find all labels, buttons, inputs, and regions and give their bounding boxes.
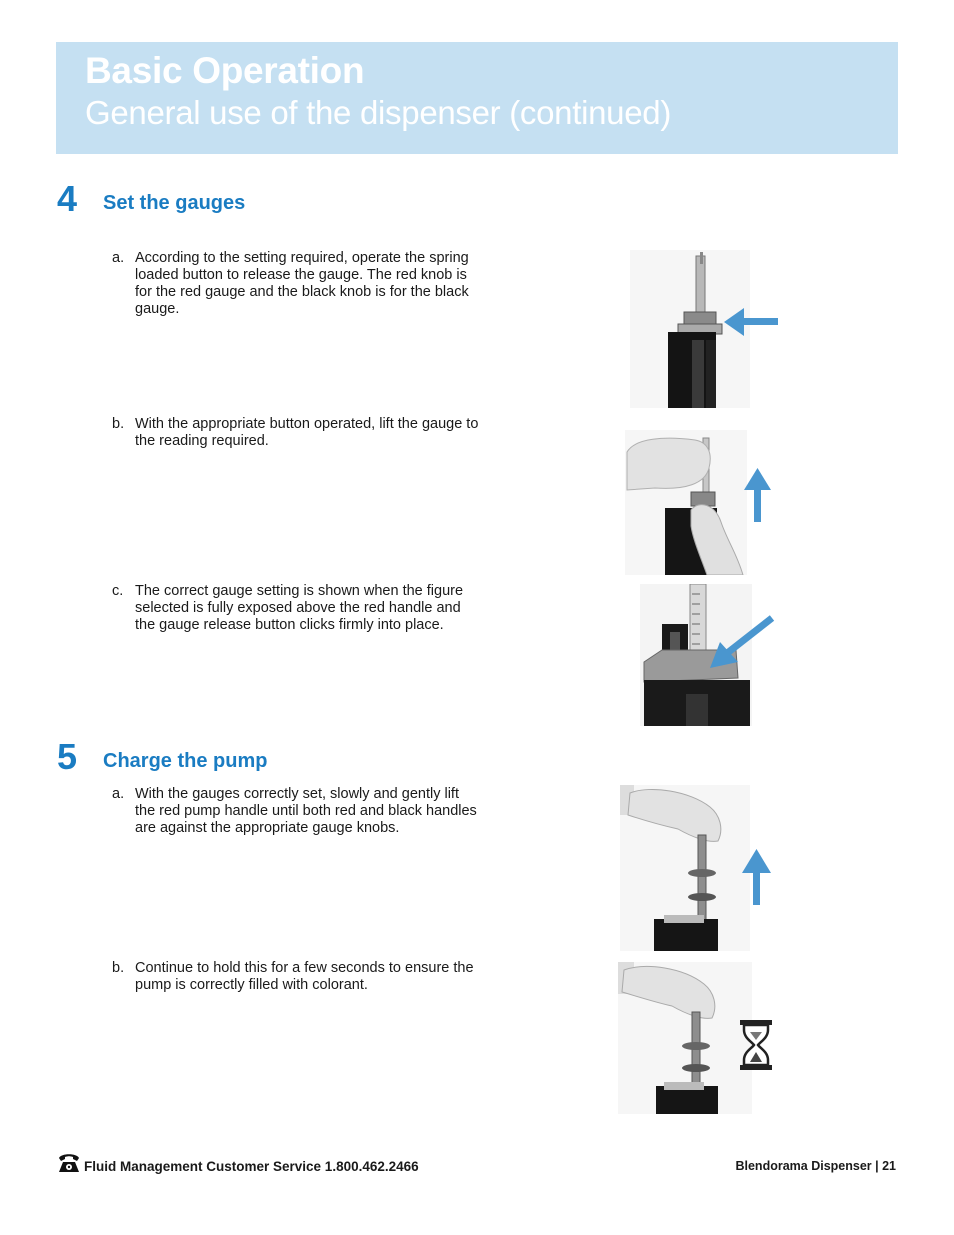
footer-left-text: Fluid Management Customer Service 1.800.462.2466 xyxy=(84,1159,419,1174)
step-letter: a. xyxy=(112,786,125,802)
hold-pump-photo xyxy=(618,962,778,1114)
gauge-release-photo xyxy=(630,250,780,408)
footer-customer-service xyxy=(57,1152,419,1174)
gauge-setting-photo xyxy=(640,584,780,726)
telephone-icon xyxy=(57,1152,81,1174)
step-text: Continue to hold this for a few seconds to ensure the pump is correctly filled with colorant. xyxy=(135,960,474,993)
step-letter: b. xyxy=(112,416,125,432)
arrow-up-icon xyxy=(744,468,771,522)
lift-gauge-photo xyxy=(625,430,775,575)
step-text: With the appropriate button operated, lift the gauge to the reading required. xyxy=(135,416,479,449)
lift-pump-handle-photo xyxy=(620,785,778,951)
page-subtitle: General use of the dispenser (continued) xyxy=(85,94,672,131)
step-text: According to the setting required, operate the spring loaded button to release the gauge. The red knob is for the red gauge and the black knob is for the black gauge. xyxy=(135,250,469,317)
section-title: Set the gauges xyxy=(103,192,246,214)
footer-page-label: Blendorama Dispenser | 21 xyxy=(735,1159,896,1173)
page-title: Basic Operation xyxy=(85,50,365,91)
step-letter: a. xyxy=(112,250,125,266)
step-item xyxy=(112,583,482,634)
step-item xyxy=(112,250,482,318)
section-title: Charge the pump xyxy=(103,750,268,772)
step-text: The correct gauge setting is shown when the figure selected is fully exposed above the red handle and the gauge release button clicks firmly into place. xyxy=(135,583,464,633)
section-number: 5 xyxy=(57,736,78,777)
header-banner xyxy=(56,42,898,154)
step-letter: b. xyxy=(112,960,125,976)
section-number: 4 xyxy=(57,178,78,219)
step-item xyxy=(112,416,482,450)
step-letter: c. xyxy=(112,583,124,599)
step-item xyxy=(112,786,482,837)
step-text: With the gauges correctly set, slowly and gently lift the red pump handle until both red and black handles are against the appropriate gauge knobs. xyxy=(135,786,477,836)
step-item xyxy=(112,960,482,994)
